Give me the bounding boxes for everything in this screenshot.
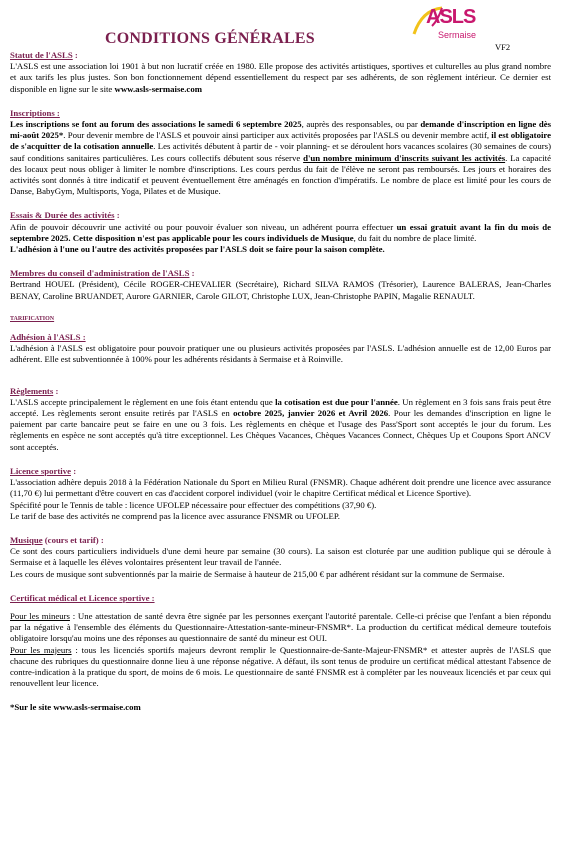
heading-adhesion: Adhésion à l'ASLS : xyxy=(10,332,86,343)
statut-body: L'ASLS est une association loi 1901 à but non lucratif créée en 1980. Elle propose des activités artistiques, sportives et culturelles au plus grand nombre et aux tarifs les plus justes. Son bon fonctionnement dépend essentiellement du respect par ses adhérents, de son règlement intérieur. Ce dernier est disponible en ligne sur le site xyxy=(10,61,551,94)
heading-conseil-colon: : xyxy=(189,268,195,279)
majeurs-label: Pour les majeurs xyxy=(10,644,72,655)
heading-musique: Musique xyxy=(10,534,43,545)
inscriptions-bold-3: il est obligatoire de s'acquitter de la cotisation annuelle xyxy=(10,130,551,152)
heading-reglements: Règlements xyxy=(10,385,54,396)
inscriptions-text-2: . Pour devenir membre de l'ASLS et pouvoir ainsi participer aux activités proposées par l'ASLS ou devenir membre actif, xyxy=(63,130,492,141)
logo-subtext: Sermaise xyxy=(438,30,477,40)
section-essais xyxy=(10,210,551,255)
conseil-text: Bertrand HOUEL (Président), Cécile ROGER-CHEVALIER (Secrétaire), Richard SILVA RAMOS (Trésorier), Laurence BALERAS, Jean-Charles BENAY, Caroline BRUANDET, Aurore GARNIER, Carole GILOT, Christophe LUX, Jean-Christophe PAPIN, Magalie RENAULT. xyxy=(10,279,551,301)
reglements-text-1: L'ASLS accepte principalement le règlement en une fois étant entendu que xyxy=(10,396,276,407)
heading-conseil: Membres du conseil d'administration de l'ASLS xyxy=(10,268,190,279)
reglements-text-3: . Pour les demandes d'inscription en ligne le paiement par carte bancaire peut se faire en une ou 3 fois. Les règlements en chèque et l'usage des Pass'Sport sont acceptés le jour du forum. Les règlements en espèce ne sont acceptés qu'à titre exceptionnel. Les Chèques Vacances, Chèques Vacances Connect, Chèques Up et Coupons Sport ANCV sont acceptés. xyxy=(10,408,551,452)
essais-saison xyxy=(10,244,551,255)
majeurs-body: : tous les licenciés sportifs majeurs devront remplir le Questionnaire-de-Sante-Majeur-FNSMR* et attester auprès de l'ASLS que chacune des rubriques du questionnaire donne lieu à une réponse négative. A défaut, ils sont tenus de produire un certificat médical attestant l'absence de contre-indication à la pratique du sport, de moins de 6 mois. Le questionnaire de santé FNSMR est à compléter par les nouveaux licenciés et par ceux qui renouvellent leur licence. xyxy=(10,644,552,689)
heading-reglements-colon: : xyxy=(53,385,59,396)
heading-statut-colon: : xyxy=(72,50,78,60)
section-adhesion xyxy=(10,332,551,366)
essais-bold-2: L'adhésion à l'une ou l'autre des activités proposées par l'ASLS doit se faire pour la saison complète. xyxy=(10,244,385,255)
inscriptions-bold-1: Les inscriptions se font au forum des associations le samedi 6 septembre 2025 xyxy=(10,119,302,130)
page-title: CONDITIONS GÉNÉRALES xyxy=(105,30,315,47)
licence-text-2: Spécifité pour le Tennis de table : licence UFOLEP nécessaire pour effectuer des compétitions (37,90 €). xyxy=(10,499,377,510)
inscriptions-text xyxy=(10,119,551,197)
footer-note-text: *Sur le site www.asls-sermaise.com xyxy=(10,702,141,713)
musique-text-2: Les cours de musique sont subventionnés par la mairie de Sermaise à hauteur de 215,00 € par adhérent résidant sur la commune de Sermaise. xyxy=(10,568,505,579)
licence-text-3: Le tarif de base des activités ne comprend pas la licence avec assurance FNSMR ou UFOLEP. xyxy=(10,510,340,521)
inscriptions-text-3: . Les activités débutent à partir de - voir planning- et se déroulent hors vacances scolaires (30 semaines de cours) sauf conditions sanitaires particulières. Les cours collectifs débutent sous réserve xyxy=(10,141,551,163)
section-musique xyxy=(10,535,551,580)
essais-bold-1: un essai gratuit avant la fin du mois de septembre 2025. Cette disposition n'est pas applicable pour les cours individuels de Musique xyxy=(10,221,551,243)
logo-text: ASLS xyxy=(426,6,476,28)
section-licence xyxy=(10,466,551,522)
mineurs-body: : Une attestation de santé devra être signée par les personnes exerçant l'autorité parentale. Celle-ci précise que l'enfant a bien répondu par la négative à l'ensemble des éléments du Questionnaire-Attestation-sante-mineur-FNSMR*. La production du certificat médical demeure toutefois obligatoire lorsqu'au moins une des réponses au questionnaire de santé du mineur est OUI. xyxy=(10,610,551,644)
section-inscriptions xyxy=(10,108,551,198)
essais-text xyxy=(10,222,551,244)
document-version: VF2 xyxy=(495,42,511,52)
reglements-bold-1: la cotisation est due pour l'année xyxy=(275,396,398,407)
heading-musique-suffix: (cours et tarif) : xyxy=(42,534,104,545)
document-body xyxy=(10,50,551,714)
heading-essais: Essais & Durée des activités xyxy=(10,210,115,221)
inscriptions-bold-2: demande d'inscription en ligne dès mi-août 2025* xyxy=(10,119,551,141)
heading-statut: Statut de l'ASLS xyxy=(10,50,73,60)
section-statut xyxy=(10,50,551,95)
inscriptions-text-1: , auprès des responsables, ou par xyxy=(301,119,421,130)
certificat-mineurs xyxy=(10,611,551,645)
section-certificat xyxy=(10,593,551,690)
reglements-text xyxy=(10,397,551,453)
site-link[interactable]: www.asls-sermaise.com xyxy=(114,83,202,94)
heading-licence-colon: : xyxy=(71,465,77,476)
heading-essais-colon: : xyxy=(114,210,120,221)
section-reglements xyxy=(10,386,551,453)
licence-text-1: L'association adhère depuis 2018 à la Fédération Nationale du Sport en Milieu Rural (FNSMR). Chaque adhérent doit prendre une licence avec assurance (11,70 €) lui permettant d'être couvert en cas d'accident corporel individuel (voir le chapitre Certificat médical et Licence Sportive). xyxy=(10,477,551,499)
section-conseil xyxy=(10,268,551,302)
heading-tarification: TARIFICATION xyxy=(10,315,55,322)
heading-licence: Licence sportive xyxy=(10,465,71,476)
reglements-bold-2: octobre 2025, janvier 2026 et Avril 2026 xyxy=(233,408,389,419)
musique-text-1: Ce sont des cours particuliers individuels d'une demi heure par semaine (30 cours). La saison est cloturée par une audition publique qui se déroule à Sermaise et à laquelle les élèves volontaires présentent leur travail de l'année. xyxy=(10,546,551,568)
inscriptions-bold-4: d'un nombre minimum d'inscrits suivant les activités xyxy=(303,152,506,163)
heading-certificat: Certificat médical et Licence sportive : xyxy=(10,592,155,603)
footer-note xyxy=(10,702,551,713)
reglements-text-2: . Un règlement en 3 fois sans frais peut être accepté. Les règlements seront ensuite retirés par l'ASLS en xyxy=(10,396,551,419)
essais-text-1: Afin de pouvoir découvrir une activité ou pour pouvoir évaluer son niveau, un adhérent pourra effectuer xyxy=(10,221,397,232)
certificat-majeurs xyxy=(10,645,551,690)
essais-text-2: , du fait du nombre de place limité. xyxy=(353,232,477,243)
inscriptions-text-4: . La capacité des locaux peut nous obliger à limiter le nombre d'inscriptions. Les cours perdus du fait de l'élève ne seront pas remboursés. Les jours et horaires des activités sont donnés à titre indicatif et peuvent éventuellement être aménagés en fonction d'impératifs. Le nombre de place est limité pour les cours de Danse, BabyGym, Multisports, Yoga, Pilates et de Musique. xyxy=(10,152,551,197)
adhesion-text: L'adhésion à l'ASLS est obligatoire pour pouvoir pratiquer une ou plusieurs activités proposées par l'ASLS. L'adhésion annuelle est de 12,00 Euros par adhérent. Elle est subventionnée à 100% pour les adhérents résidants à Sermaise et à Roinville. xyxy=(10,343,551,365)
heading-inscriptions: Inscriptions : xyxy=(10,107,60,118)
mineurs-label: Pour les mineurs xyxy=(10,610,70,621)
statut-text xyxy=(10,61,551,95)
